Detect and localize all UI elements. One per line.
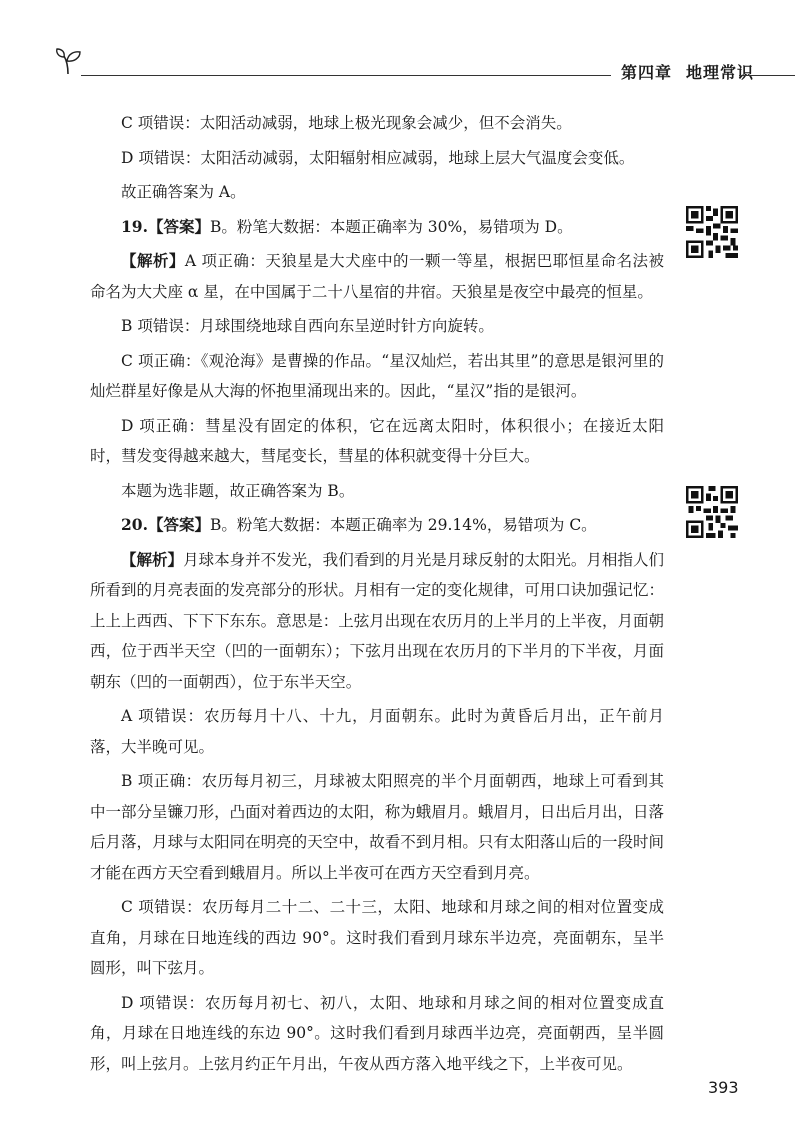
page-number: 393 <box>708 1078 739 1097</box>
analysis-19: 【解析】A 项正确：天狼星是大犬座中的一颗一等星，根据巴耶恒星命名法被命名为大犬座 α 星，在中国属于二十八星宿的井宿。天狼星是夜空中最亮的恒星。 <box>90 251 664 301</box>
header-divider-left <box>81 75 611 76</box>
paragraph: B 项错误：月球围绕地球自西向东呈逆时针方向旋转。 <box>121 317 494 335</box>
paragraph: 故正确答案为 A。 <box>121 183 246 201</box>
paragraph: C 项错误：农历每月二十二、二十三，太阳、地球和月球之间的相对位置变成直角，月球在日地连线的西边 90°。这时我们看到月球东半边亮，亮面朝东，呈半圆形，叫下弦月。 <box>90 898 664 977</box>
leaf-icon <box>55 48 85 76</box>
paragraph: D 项错误：太阳活动减弱，太阳辐射相应减弱，地球上层大气温度会变低。 <box>121 148 635 167</box>
section-label: 地理常识 <box>686 63 755 82</box>
page-header <box>55 48 795 84</box>
chapter-label: 第四章 <box>621 63 673 82</box>
page-body <box>90 108 664 1083</box>
paragraph: C 项错误：太阳活动减弱，地球上极光现象会减少，但不会消失。 <box>121 114 572 132</box>
paragraph: D 项正确：彗星没有固定的体积，它在远离太阳时，体积很小；在接近太阳时，彗发变得越来越大，彗尾变长，彗星的体积就变得十分巨大。 <box>90 416 664 465</box>
paragraph: A 项错误：农历每月十八、十九，月面朝东。此时为黄昏后月出，正午前月落，大半晚可见。 <box>90 707 664 756</box>
header-divider-right <box>739 75 795 76</box>
qr-code-icon[interactable] <box>686 486 738 538</box>
header-title <box>621 60 754 83</box>
answer-20: 20.【答案】B。粉笔大数据：本题正确率为 29.14%，易错项为 C。 <box>121 515 597 534</box>
paragraph: B 项正确：农历每月初三，月球被太阳照亮的半个月面朝西，地球上可看到其中一部分呈镰刀形，凸面对着西边的太阳，称为蛾眉月。蛾眉月，日出后月出，日落后月落，月球与太阳同在明亮的天空中，故看不到月相。只有太阳落山后的一段时间才能在西方天空看到蛾眉月。所以上半夜可在西方天空看到月亮。 <box>90 772 664 882</box>
paragraph: C 项正确：《观沧海》是曹操的作品。“星汉灿烂，若出其里”的意思是银河里的灿烂群星好像是从大海的怀抱里涌现出来的。因此，“星汉”指的是银河。 <box>90 351 664 400</box>
answer-19: 19.【答案】B。粉笔大数据：本题正确率为 30%，易错项为 D。 <box>121 216 573 236</box>
paragraph: 本题为选非题，故正确答案为 B。 <box>121 481 355 500</box>
paragraph: D 项错误：农历每月初七、初八，太阳、地球和月球之间的相对位置变成直角，月球在日地连线的东边 90°。这时我们看到月球西半边亮，亮面朝西，呈半圆形，叫上弦月。上弦月约正午月出，午夜从西方落入地平线之下，上半夜可见。 <box>90 993 664 1073</box>
analysis-20: 【解析】月球本身并不发光，我们看到的月光是月球反射的太阳光。月相指人们所看到的月亮表面的发亮部分的形状。月相有一定的变化规律，可用口诀加强记忆：上上上西西、下下下东东。意思是：上弦月出现在农历月的上半月的上半夜，月面朝西，位于西半天空（凹的一面朝东）；下弦月出现在农历月的下半月的下半夜，月面朝东（凹的一面朝西），位于东半天空。 <box>90 549 664 691</box>
qr-code-icon[interactable] <box>686 206 738 258</box>
